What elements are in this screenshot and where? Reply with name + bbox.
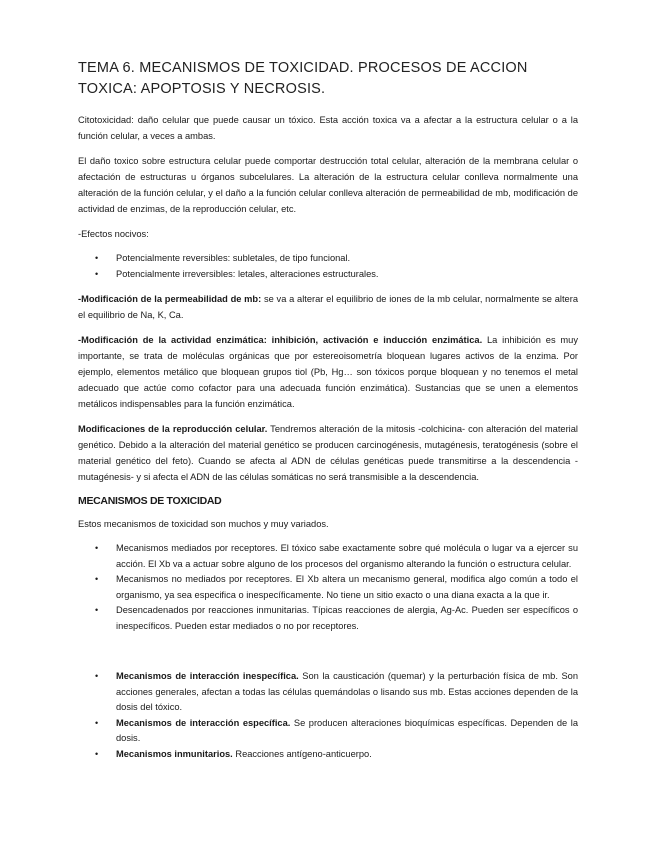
interaccion-list: [78, 669, 578, 762]
actividad-enzimatica-text: La inhibición es muy importante, se trata de moléculas orgánicas que por estereoisometría bloquean lugares activos de la enzima. Por ejemplo, elementos metálico que bloquean grupos tiol (Pb, Hg… son tóxicos porque bloquean y no tenemos el metal adecuado que actúe como cofactor para una adecuada función enzimática). Sustancias que se unen a elementos metálicos indispensables para la función enzimática.: [78, 335, 578, 409]
document-page: [78, 58, 578, 771]
paragraph-dano-toxico: El daño toxico sobre estructura celular puede comportar destrucción total celular, alteración de la membrana celular o afectación de estructuras u órganos subcelulares. La alteración de la estructura celular conlleva normalmente una alteración de la función celular, y el daño a la función celular conlleva alteración de permeabilidad de mb, modificación de actividad de enzimas, de la reproducción celular, etc.: [78, 156, 578, 214]
permeabilidad-heading: -Modificación de la permeabilidad de mb:: [78, 294, 262, 304]
permeabilidad-text: se va a alterar el equilibrio de iones de la mb celular, normalmente se altera el equilibrio de Na, K, Ca.: [78, 294, 578, 320]
efectos-list: [78, 251, 578, 282]
efectos-nocivos-label: -Efectos nocivos:: [78, 229, 149, 239]
list-item-text: Mecanismos no mediados por receptores. El Xb altera un mecanismo general, modifica algo común a todo el organismo, ya sea especifica o inespecíficamente. No tiene un sitio exacto o una diana exacta a la que ir.: [116, 574, 578, 600]
spacer: [78, 643, 578, 669]
bullet-icon: •: [95, 253, 99, 263]
list-item: [78, 572, 578, 603]
paragraph-permeabilidad: [78, 291, 578, 323]
bullet-icon: •: [95, 748, 99, 759]
bullet-icon: •: [95, 543, 99, 553]
mecanismos-list: [78, 541, 578, 634]
list-item-text: Son la causticación (quemar) y la perturbación física de mb. Son acciones generales, afectan a todas las células quemándolas o lisando sus mb. Estas acciones dependen de la dosis del tóxico.: [116, 671, 578, 712]
list-item-text: Reacciones antígeno-anticuerpo.: [232, 748, 372, 759]
list-item-text: Mecanismos mediados por receptores. El tóxico sabe exactamente sobre qué molécula o lugar va a ejercer su acción. El Xb va a actuar sobre alguno de los procesos del organismo alterando la función o estructura celular.: [116, 543, 578, 569]
list-item: [78, 747, 578, 763]
bullet-icon: •: [95, 605, 99, 615]
list-item-text: Potencialmente irreversibles: letales, alteraciones estructurales.: [116, 268, 379, 279]
bullet-icon: •: [95, 717, 99, 728]
list-item: [78, 541, 578, 572]
list-item: [78, 669, 578, 716]
bullet-icon: •: [95, 268, 99, 279]
bullet-icon: •: [95, 671, 99, 681]
paragraph-reproduccion: [78, 421, 578, 485]
section-heading-mecanismos: MECANISMOS DE TOXICIDAD: [78, 495, 222, 507]
list-item-text: Desencadenados por reacciones inmunitarias. Típicas reacciones de alergia, Ag-Ac. Pueden ser específicos o inespecíficos. Pueden estar mediados o no por receptores.: [116, 605, 578, 631]
document-title: TEMA 6. MECANISMOS DE TOXICIDAD. PROCESOS DE ACCION TOXICA: APOPTOSIS Y NECROSIS.: [78, 60, 528, 97]
list-item-text: Se producen alteraciones bioquímicas específicas. Dependen de la dosis.: [116, 717, 578, 743]
list-item: [78, 267, 578, 283]
list-item: [78, 716, 578, 747]
reproduccion-heading: Modificaciones de la reproducción celular.: [78, 424, 268, 434]
paragraph-actividad-enzimatica: [78, 332, 578, 412]
list-item: [78, 251, 578, 267]
list-item: [78, 603, 578, 634]
actividad-enzimatica-heading: -Modificación de la actividad enzimática: inhibición, activación e inducción enzimática.: [78, 335, 483, 345]
list-item-text: Potencialmente reversibles: subletales, de tipo funcional.: [116, 253, 351, 263]
section-intro: Estos mecanismos de toxicidad son muchos y muy variados.: [78, 519, 329, 529]
paragraph-citotoxicidad: Citotoxicidad: daño celular que puede causar un tóxico. Esta acción toxica va a afectar a la estructura celular o a la función celular, a veces a ambas.: [78, 115, 578, 141]
reproduccion-text: Tendremos alteración de la mitosis -colchicina- con alteración del material genético. Debido a la alteración del material genético se producen carcinogénesis, mutagénesis, teratogénesis (sobre el material genético del feto). Cuando se afecta al ADN de células genéticas puede transmitirse a la descendencia -mutagénesis- y si afecta el ADN de las células somáticas no será transmisible a la descendencia.: [78, 424, 578, 482]
bullet-icon: •: [95, 574, 99, 584]
list-item-heading: Mecanismos de interacción específica.: [116, 717, 291, 728]
list-item-heading: Mecanismos de interacción inespecífica.: [116, 671, 299, 681]
list-item-heading: Mecanismos inmunitarios.: [116, 748, 233, 759]
